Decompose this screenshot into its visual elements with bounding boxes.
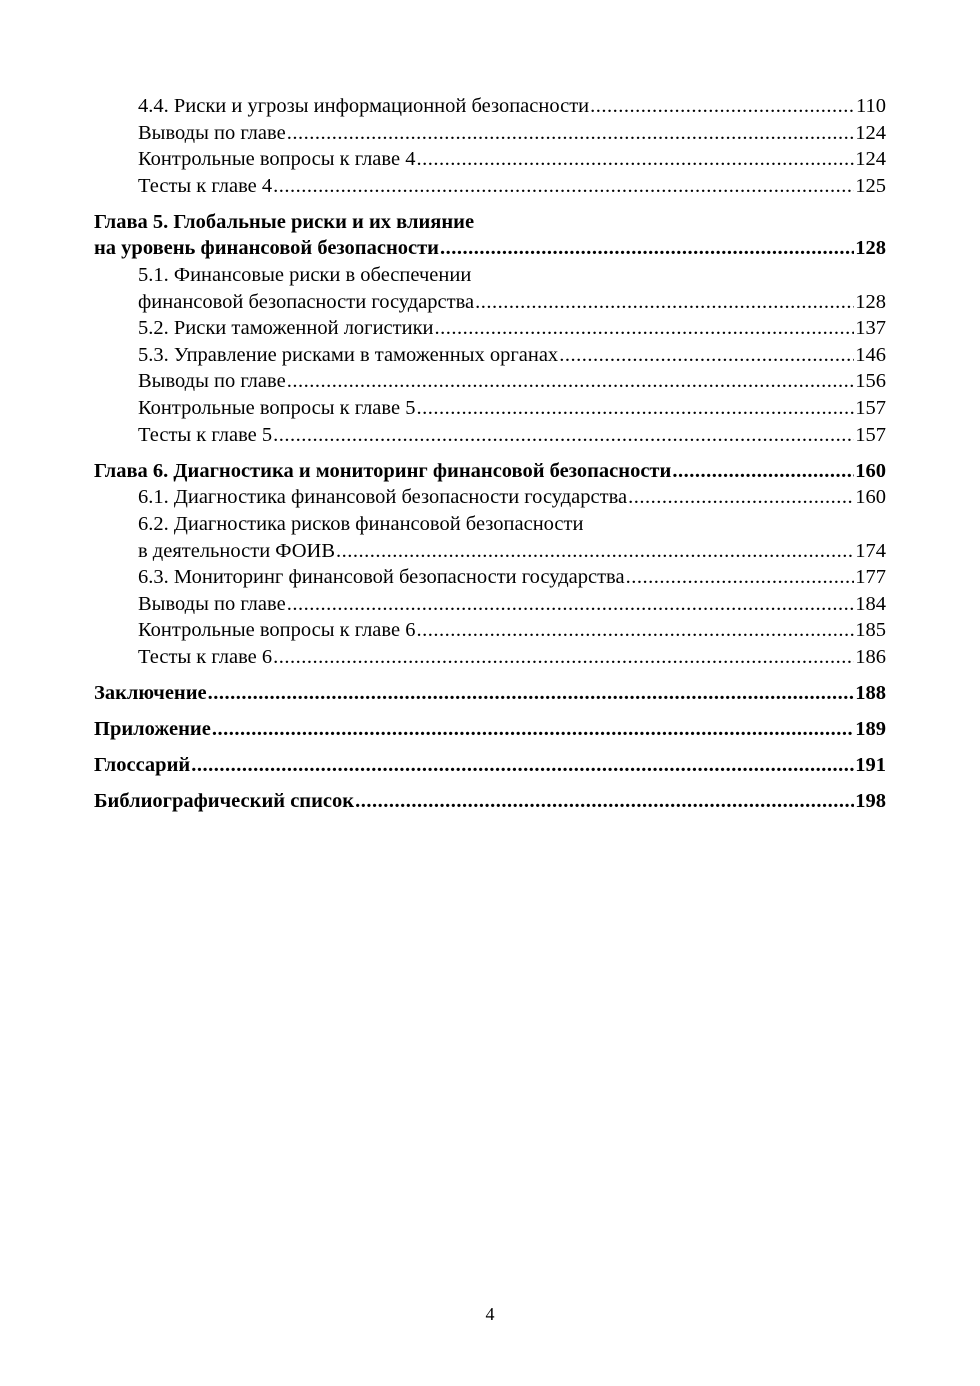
dot-leader [273, 422, 854, 449]
dot-leader [628, 484, 854, 511]
dot-leader [590, 93, 855, 120]
dot-leader [626, 564, 855, 591]
toc-entry-title: Тесты к главе 4 [138, 174, 273, 197]
toc-glossary-entry[interactable] [94, 752, 886, 779]
toc-entry-page: 157 [855, 423, 886, 446]
dot-leader [475, 289, 854, 316]
table-of-contents [94, 93, 886, 815]
toc-entry-page: 160 [855, 486, 886, 509]
dot-leader [416, 395, 854, 422]
toc-entry-title: Библиографический список [94, 790, 355, 813]
toc-entry[interactable] [94, 173, 886, 200]
toc-entry-title: Приложение [94, 718, 211, 741]
toc-chapter-entry[interactable] [94, 458, 886, 485]
toc-entry-title: Заключение [94, 681, 207, 704]
toc-entry-title: Выводы по главе [138, 370, 286, 393]
toc-entry[interactable] [94, 591, 886, 618]
toc-conclusion-entry[interactable] [94, 680, 886, 707]
toc-entry-title: Тесты к главе 6 [138, 645, 273, 668]
toc-entry[interactable] [94, 538, 886, 565]
dot-leader [416, 146, 854, 173]
toc-entry[interactable] [94, 617, 886, 644]
toc-entry-page: 174 [855, 539, 886, 562]
toc-entry[interactable] [94, 644, 886, 671]
toc-entry-page: 184 [855, 592, 886, 615]
toc-entry-page: 191 [855, 754, 886, 777]
toc-entry-title: 5.3. Управление рисками в таможенных органах [138, 343, 559, 366]
toc-entry-title: Тесты к главе 5 [138, 423, 273, 446]
toc-entry-page: 157 [855, 397, 886, 420]
toc-entry-title: на уровень финансовой безопасности [94, 237, 439, 260]
toc-entry-page: 188 [855, 681, 886, 704]
dot-leader [208, 680, 855, 707]
dot-leader [212, 716, 854, 743]
toc-entry-title: финансовой безопасности государства [138, 290, 475, 313]
toc-entry[interactable] [94, 120, 886, 147]
toc-entry-page: 185 [855, 619, 886, 642]
toc-entry-page: 146 [855, 343, 886, 366]
toc-entry[interactable] [94, 422, 886, 449]
dot-leader [287, 368, 855, 395]
toc-entry[interactable] [94, 484, 886, 511]
toc-appendix-entry[interactable] [94, 716, 886, 743]
toc-entry-title: Контрольные вопросы к главе 6 [138, 619, 416, 642]
toc-entry[interactable] [94, 564, 886, 591]
toc-entry[interactable] [94, 289, 886, 316]
dot-leader [191, 752, 854, 779]
toc-entry[interactable] [94, 315, 886, 342]
toc-bibliography-entry[interactable] [94, 788, 886, 815]
dot-leader [435, 315, 855, 342]
dot-leader [355, 788, 854, 815]
dot-leader [672, 458, 854, 485]
toc-entry-page: 137 [855, 317, 886, 340]
toc-entry[interactable] [94, 395, 886, 422]
toc-entry-page: 177 [855, 566, 886, 589]
toc-entry-page: 128 [855, 237, 886, 260]
toc-entry[interactable] [94, 342, 886, 369]
dot-leader [559, 342, 854, 369]
toc-entry-page: 110 [856, 95, 886, 117]
toc-entry[interactable] [94, 368, 886, 395]
toc-entry-page: 189 [855, 718, 886, 741]
chapter-5-heading-line: Глава 5. Глобальные риски и их влияние [94, 210, 475, 233]
section-5-1-heading-line: 5.1. Финансовые риски в обеспечении [138, 264, 472, 287]
dot-leader [440, 235, 854, 262]
toc-entry-page: 156 [855, 370, 886, 393]
dot-leader [273, 644, 854, 671]
toc-entry-title: Выводы по главе [138, 592, 286, 615]
toc-entry-title: Контрольные вопросы к главе 4 [138, 148, 416, 171]
toc-entry-page: 128 [855, 290, 886, 313]
toc-entry-title: Глоссарий [94, 754, 191, 777]
toc-entry-page: 124 [855, 121, 886, 144]
toc-entry-title: 4.4. Риски и угрозы информационной безопасности [138, 95, 590, 117]
toc-chapter-entry[interactable] [94, 235, 886, 262]
toc-entry-page: 124 [855, 148, 886, 171]
toc-entry-title: 5.2. Риски таможенной логистики [138, 317, 434, 340]
toc-entry-page: 160 [855, 459, 886, 482]
toc-entry-title: 6.3. Мониторинг финансовой безопасности государства [138, 566, 625, 589]
toc-entry-page: 198 [855, 790, 886, 813]
dot-leader [416, 617, 854, 644]
toc-entry-page: 125 [855, 174, 886, 197]
dot-leader [336, 538, 854, 565]
toc-entry[interactable] [94, 93, 886, 120]
toc-entry-title: Глава 6. Диагностика и мониторинг финансовой безопасности [94, 459, 672, 482]
page-number: 4 [485, 1304, 495, 1324]
toc-entry-title: Контрольные вопросы к главе 5 [138, 397, 416, 420]
toc-entry-title: 6.1. Диагностика финансовой безопасности государства [138, 486, 628, 509]
toc-entry-title: в деятельности ФОИВ [138, 539, 336, 562]
dot-leader [287, 120, 855, 147]
dot-leader [287, 591, 855, 618]
toc-entry[interactable] [94, 146, 886, 173]
section-6-2-heading-line: 6.2. Диагностика рисков финансовой безопасности [138, 512, 584, 535]
dot-leader [273, 173, 854, 200]
toc-entry-title: Выводы по главе [138, 121, 286, 144]
toc-entry-page: 186 [855, 645, 886, 668]
